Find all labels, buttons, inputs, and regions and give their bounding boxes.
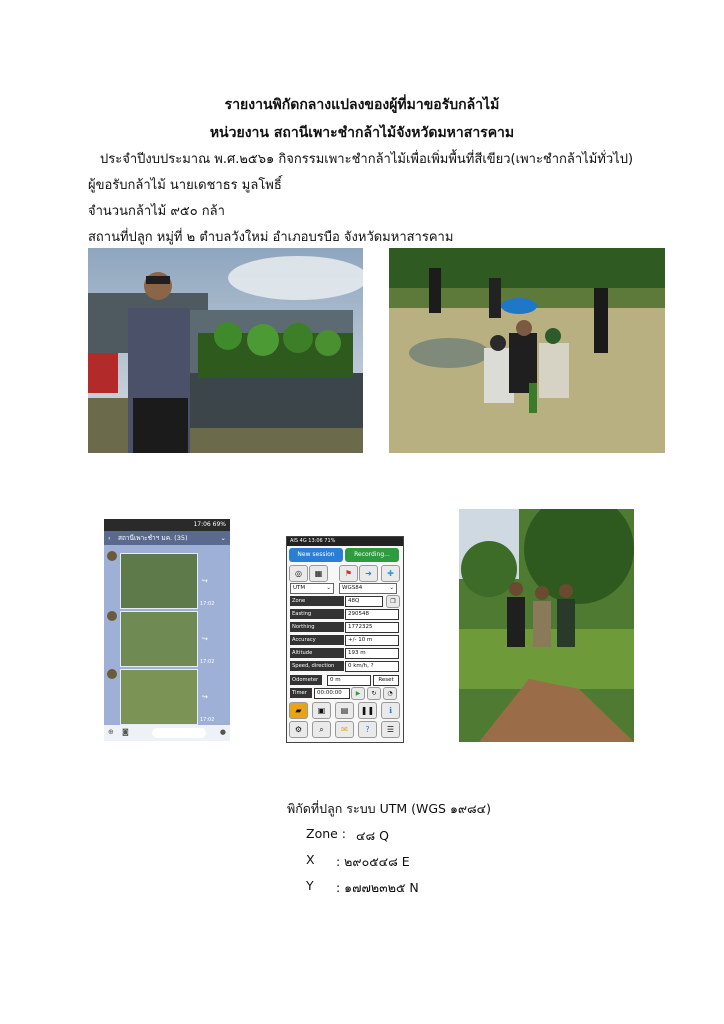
chat-photo-2[interactable] bbox=[120, 611, 198, 667]
odometer-label: Odometer bbox=[290, 675, 322, 685]
photo-planting-ceremony bbox=[389, 248, 665, 453]
share-icon[interactable]: ↪ bbox=[202, 577, 208, 585]
avatar bbox=[107, 669, 117, 679]
projection-value: UTM bbox=[293, 585, 306, 591]
mail-icon[interactable]: ✉ bbox=[335, 721, 354, 738]
gps-status-bar: AIS 4G 13:06 71% bbox=[287, 537, 404, 546]
easting-value: 290548 bbox=[345, 609, 399, 620]
chat-photo-3[interactable] bbox=[120, 669, 198, 725]
gps-app-screenshot bbox=[286, 536, 404, 743]
zone-value: 48Q bbox=[345, 596, 383, 607]
share-icon[interactable]: ↪ bbox=[202, 635, 208, 643]
copy-icon[interactable]: ❐ bbox=[386, 595, 400, 608]
quantity-line: จำนวนกล้าไม้ ๙๕๐ กล้า bbox=[88, 204, 225, 219]
back-arrow-icon[interactable]: ‹ bbox=[108, 534, 111, 542]
altitude-value: 193 m bbox=[345, 648, 399, 659]
recording-button[interactable]: Recording... bbox=[345, 548, 399, 562]
northing-label: Northing bbox=[290, 622, 344, 632]
help-icon[interactable]: ? bbox=[358, 721, 377, 738]
zone-label: Zone bbox=[290, 596, 344, 606]
y-coord-value: : ๑๗๗๒๓๒๕ N bbox=[336, 880, 419, 895]
chat-photo-1[interactable] bbox=[120, 553, 198, 609]
timer-label: Timer bbox=[290, 688, 312, 698]
datum-select[interactable] bbox=[339, 583, 397, 594]
accuracy-value: +/- 10 m bbox=[345, 635, 399, 646]
mic-icon[interactable]: ● bbox=[219, 728, 226, 736]
flag-icon[interactable]: ⚑ bbox=[339, 565, 358, 582]
play-icon[interactable]: ▶ bbox=[351, 687, 365, 700]
chat-header bbox=[104, 531, 230, 545]
info-icon[interactable]: ℹ bbox=[381, 702, 400, 719]
plus-icon[interactable]: ⊕ bbox=[108, 728, 114, 736]
chevron-down-icon[interactable]: ⌄ bbox=[220, 534, 226, 542]
chat-time-3: 17:02 bbox=[200, 717, 215, 723]
easting-label: Easting bbox=[290, 609, 344, 619]
chat-time-2: 17:02 bbox=[200, 659, 215, 665]
clipboard-icon[interactable]: ▤ bbox=[335, 702, 354, 719]
timer-value: 00:00:00 bbox=[314, 688, 350, 699]
x-coord-value: : ๒๙๐๕๔๘ E bbox=[336, 854, 410, 869]
zone-coord-label: Zone : bbox=[306, 826, 347, 841]
speed-label: Speed, direction bbox=[290, 661, 344, 671]
datum-value: WGS84 bbox=[342, 585, 363, 591]
add-icon[interactable]: ✚ bbox=[381, 565, 400, 582]
folder-icon[interactable]: ▰ bbox=[289, 702, 308, 719]
settings-gear-icon[interactable]: ⚙ bbox=[289, 721, 308, 738]
menu-icon[interactable]: ☰ bbox=[381, 721, 400, 738]
share-icon[interactable]: ↪ bbox=[202, 693, 208, 701]
fiscal-year-line: ประจำปีงบประมาณ พ.ศ.๒๕๖๑ กิจกรรมเพาะชำกล้าไม้เพื่อเพิ่มพื้นที่สีเขียว(เพาะชำกล้าไม้ทั่วไป) bbox=[100, 152, 634, 167]
photo-seedlings-truck bbox=[88, 248, 363, 453]
recipient-line: ผู้ขอรับกล้าไม้ นายเดชาธร มูลโพธิ์ bbox=[88, 178, 282, 193]
message-input[interactable] bbox=[152, 728, 206, 738]
chat-status-time: 17:06 69% bbox=[193, 521, 226, 528]
reset-button[interactable]: Reset bbox=[373, 675, 399, 686]
zone-coord-value: ๔๘ Q bbox=[356, 828, 389, 843]
accuracy-label: Accuracy bbox=[290, 635, 344, 645]
camera-icon[interactable]: ◙ bbox=[122, 728, 129, 736]
navigate-icon[interactable]: ➜ bbox=[359, 565, 378, 582]
report-title: รายงานพิกัดกลางแปลงของผู้ที่มาขอรับกล้าไม้ bbox=[224, 97, 500, 113]
y-coord-label: Y bbox=[306, 878, 314, 893]
avatar bbox=[107, 611, 117, 621]
altitude-label: Altitude bbox=[290, 648, 344, 658]
photo-planting-site bbox=[459, 509, 634, 742]
refresh-icon[interactable]: ↻ bbox=[367, 687, 381, 700]
search-icon[interactable]: ⌕ bbox=[312, 721, 331, 738]
gauge-icon[interactable]: ◔ bbox=[383, 687, 397, 700]
new-session-button[interactable]: New session bbox=[289, 548, 343, 562]
coordinates-heading: พิกัดที่ปลูก ระบบ UTM (WGS ๑๙๘๔) bbox=[287, 801, 492, 816]
x-coord-label: X bbox=[306, 852, 315, 867]
chat-title: สถานีเพาะชำฯ มค. (35) bbox=[118, 534, 188, 542]
avatar bbox=[107, 551, 117, 561]
projection-select[interactable] bbox=[290, 583, 334, 594]
northing-value: 1772325 bbox=[345, 622, 399, 633]
save-icon[interactable]: ▣ bbox=[312, 702, 331, 719]
chat-status-bar bbox=[104, 519, 230, 531]
chevron-down-icon: ⌄ bbox=[389, 585, 394, 591]
report-unit: หน่วยงาน สถานีเพาะชำกล้าไม้จังหวัดมหาสารคาม bbox=[209, 125, 515, 141]
chat-time-1: 17:02 bbox=[200, 601, 215, 607]
speed-value: 0 km/h, ? bbox=[345, 661, 399, 672]
location-line: สถานที่ปลูก หมู่ที่ ๒ ตำบลวังใหม่ อำเภอบรบือ จังหวัดมหาสารคาม bbox=[88, 230, 454, 245]
compass-icon[interactable]: ◎ bbox=[289, 565, 308, 582]
chat-input-bar bbox=[104, 725, 230, 741]
odometer-value: 0 m bbox=[327, 675, 371, 686]
map-icon[interactable]: ▦ bbox=[309, 565, 328, 582]
chat-screenshot bbox=[104, 519, 230, 741]
pause-icon[interactable]: ❚❚ bbox=[358, 702, 377, 719]
chevron-down-icon: ⌄ bbox=[326, 585, 331, 591]
